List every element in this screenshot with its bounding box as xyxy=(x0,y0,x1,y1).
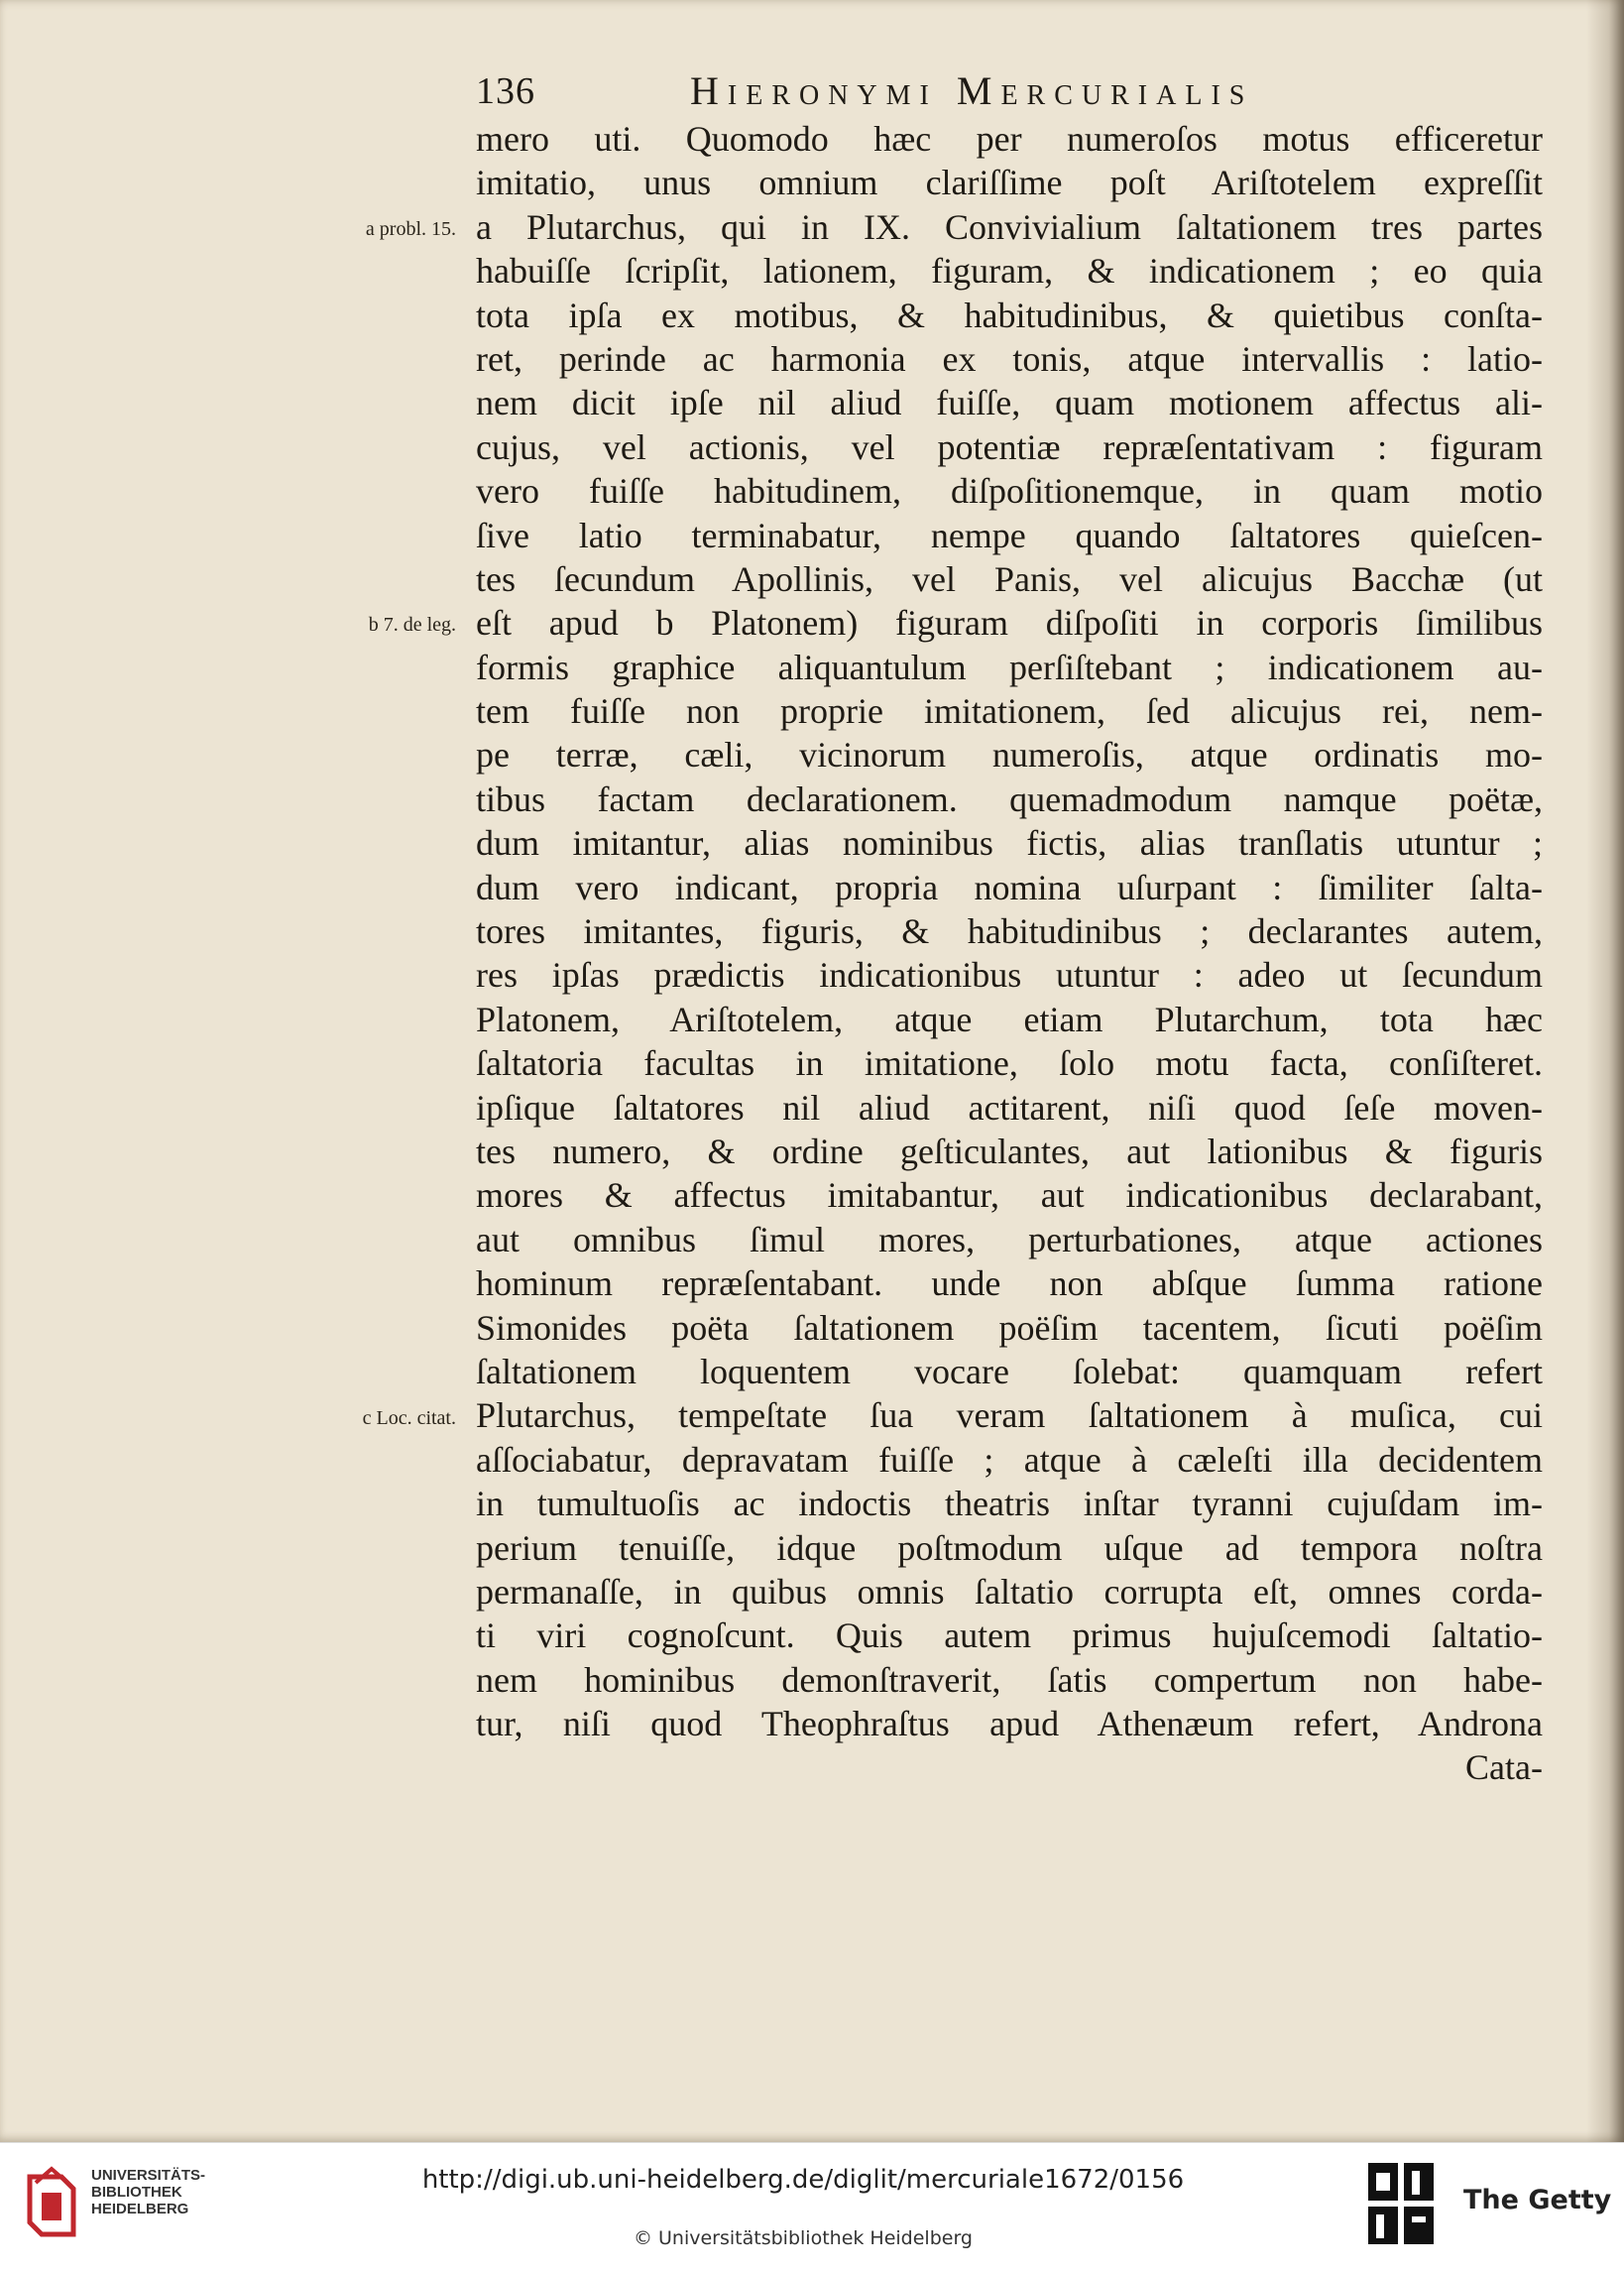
text-line: eſt apud b Platonem) figuram diſpoſiti in corporis ſimilibus xyxy=(476,603,1543,644)
text-line: aut omnibus ſimul mores, perturbationes, atque actiones xyxy=(476,1219,1543,1259)
text-line: tota ipſa ex motibus, & habitudinibus, & quietibus conſta- xyxy=(476,295,1543,335)
text-line: dum imitantur, alias nominibus fictis, alias tranſlatis utuntur ; xyxy=(476,823,1543,864)
margin-note: a probl. 15. xyxy=(365,217,456,240)
text-line: aſſociabatur, depravatam fuiſſe ; atque à cæleſti illa decidentem xyxy=(476,1439,1543,1480)
ub-name-line: BIBLIOTHEK xyxy=(91,2184,182,2201)
text-line: Simonides poëta ſaltationem poëſim tacentem, ſicuti poëſim xyxy=(476,1307,1543,1348)
text-line: cujus, vel actionis, vel potentiæ repræſentativam : figuram xyxy=(476,426,1543,467)
text-line: ſaltationem loquentem vocare ſolebat: quamquam refert xyxy=(476,1351,1543,1391)
main-text xyxy=(476,117,1543,1790)
text-line: ſaltatoria facultas in imitatione, ſolo motu facta, conſiſteret. xyxy=(476,1043,1543,1084)
text-line: perium tenuiſſe, idque poſtmodum uſque ad tempora noſtra xyxy=(476,1527,1543,1568)
text-line: imitatio, unus omnium clariſſime poſt Ariſtotelem expreſſit xyxy=(476,163,1543,203)
page-spine-shadow xyxy=(1586,0,1624,2142)
ub-heidelberg-logo-icon[interactable] xyxy=(22,2163,81,2246)
text-line: pe terræ, cæli, vicinorum numeroſis, atque ordinatis mo- xyxy=(476,735,1543,776)
text-line: hominum repræſentabant. unde non abſque ſumma ratione xyxy=(476,1263,1543,1304)
text-line: tes ſecundum Apollinis, vel Panis, vel alicujus Bacchæ (ut xyxy=(476,558,1543,599)
text-line: ti viri cognoſcunt. Quis autem primus hujuſcemodi ſaltatio- xyxy=(476,1615,1543,1656)
margin-notes xyxy=(297,0,456,2142)
text-line: tes numero, & ordine geſticulantes, aut lationibus & figuris xyxy=(476,1131,1543,1171)
text-line: ſive latio terminabatur, nempe quando ſaltatores quieſcen- xyxy=(476,515,1543,555)
text-line: formis graphice aliquantulum perſiſtebant ; indicationem au- xyxy=(476,647,1543,687)
running-head-title: Hieronymi Mercurialis xyxy=(690,68,1254,113)
text-line: mores & affectus imitabantur, aut indicationibus declarabant, xyxy=(476,1175,1543,1216)
getty-logo-icon[interactable] xyxy=(1366,2161,1438,2246)
text-line: ret, perinde ac harmonia ex tonis, atque intervallis : latio- xyxy=(476,338,1543,379)
ub-name-line: HEIDELBERG xyxy=(91,2201,189,2217)
page-number: 136 xyxy=(476,70,535,112)
text-line: Cata- xyxy=(1465,1747,1543,1788)
text-line: dum vero indicant, propria nomina uſurpant : ſimiliter ſalta- xyxy=(476,867,1543,907)
copyright-notice: © Universitätsbibliothek Heidelberg xyxy=(633,2227,973,2249)
margin-note: b 7. de leg. xyxy=(368,614,456,637)
viewer-footer xyxy=(0,2142,1624,2272)
text-line: nem hominibus demonſtraverit, ſatis compertum non habe- xyxy=(476,1659,1543,1700)
text-line: tores imitantes, figuris, & habitudinibus ; declarantes autem, xyxy=(476,911,1543,952)
ub-library-name xyxy=(91,2167,205,2217)
text-line: tem fuiſſe non proprie imitationem, ſed alicujus rei, nem- xyxy=(476,691,1543,732)
text-line: tibus factam declarationem. quemadmodum namque poëtæ, xyxy=(476,778,1543,819)
margin-note: c Loc. citat. xyxy=(362,1406,456,1429)
text-line: habuiſſe ſcripſit, lationem, figuram, & indicationem ; eo quia xyxy=(476,251,1543,292)
text-line: ipſique ſaltatores nil aliud actitarent, niſi quod ſeſe moven- xyxy=(476,1087,1543,1128)
text-line: tur, niſi quod Theophraſtus apud Athenæum refert, Androna xyxy=(476,1704,1543,1744)
running-head xyxy=(476,61,1388,121)
ub-name-line: UNIVERSITÄTS- xyxy=(91,2167,206,2184)
text-line: permanaſſe, in quibus omnis ſaltatio corrupta eſt, omnes corda- xyxy=(476,1571,1543,1612)
permalink-url[interactable]: http://digi.ub.uni-heidelberg.de/diglit/mercuriale1672/0156 xyxy=(421,2165,1185,2195)
text-line: a Plutarchus, qui in IX. Convivialium ſaltationem tres partes xyxy=(476,206,1543,247)
text-line: Platonem, Ariſtotelem, atque etiam Plutarchum, tota hæc xyxy=(476,999,1543,1039)
text-line: vero fuiſſe habitudinem, diſpoſitionemque, in quam motio xyxy=(476,471,1543,512)
text-line: res ipſas prædictis indicationibus utuntur : adeo ut ſecundum xyxy=(476,955,1543,996)
text-line: Plutarchus, tempeſtate ſua veram ſaltationem à muſica, cui xyxy=(476,1395,1543,1436)
text-line: mero uti. Quomodo hæc per numeroſos motus efficeretur xyxy=(476,119,1543,159)
text-line: nem dicit ipſe nil aliud fuiſſe, quam motionem affectus ali- xyxy=(476,383,1543,423)
text-line: in tumultuoſis ac indoctis theatris inſtar tyranni cujuſdam im- xyxy=(476,1484,1543,1524)
getty-name: The Getty xyxy=(1463,2185,1612,2215)
